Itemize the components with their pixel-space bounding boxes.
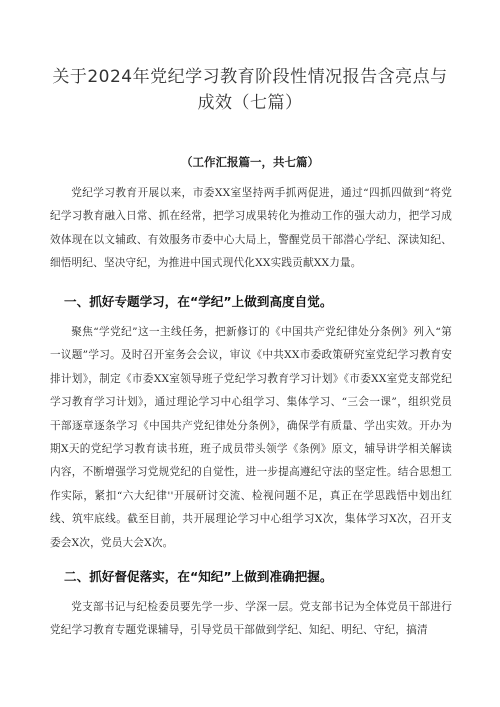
document-title-line-2: 成效（七篇） bbox=[197, 93, 303, 113]
section-2-body: 党支部书记与纪检委员要先学一步、学深一层。党支部书记为全体党员干部进行党纪学习教育专题党课辅导，引导党员干部做到学纪、知纪、明纪、守纪，搞清 bbox=[50, 601, 452, 637]
section-2-heading: 二、抓好督促落实，在“知纪”上做到准确把握。 bbox=[64, 569, 333, 584]
section-1-heading: 一、抓好专题学习，在“学纪”上做到高度自觉。 bbox=[64, 294, 333, 309]
document-title-line-1: 关于2024年党纪学习教育阶段性情况报告含亮点与 bbox=[52, 67, 448, 87]
document-subtitle: （工作汇报篇一，共七篇） bbox=[181, 155, 319, 169]
intro-paragraph: 党纪学习教育开展以来，市委XX室坚持两手抓两促进，通过“四抓四做到“将党纪学习教育融入日常、抓在经常，把学习成果转化为推动工作的强大动力，把学习成效体现在以文辅政、有效服务市委中心大局上，警醒党员干部潜心学纪、深读知纪、细悟明纪、坚决守纪，为推进中国式现代化XX实践贡献XX力量。 bbox=[50, 187, 452, 270]
document-title bbox=[40, 64, 460, 116]
section-1-body: 聚焦“学党纪”这一主线任务，把新修订的《中国共产党纪律处分条例》列入“第一议题”学习。及时召开室务会会议，审议《中共XX市委政策研究室党纪学习教育安排计划》，制定《市委XX室领导班子党纪学习教育学习计划》《市委XX室党支部党纪学习教育学习计划》，通过理论学习中心组学习、集体学习、“三会一课”，组织党员干部逐章逐条学习《中国共产党纪律处分条例》，确保学有质量、学出实效。开办为期X天的党纪学习教育读书班，班子成员带头领学《条例》原文，辅导讲学相关解读内容，不断增强学习党规党纪的自觉性，进一步提高遵纪守法的坚定性。结合思想工作实际，紧扣“六大纪律''开展研讨交流、检视问题不足，真正在学思践悟中划出红线、筑牢底线。截至目前，共开展理论学习中心组学习X次，集体学习X次，召开支委会X次，党员大会X次。 bbox=[50, 326, 452, 549]
